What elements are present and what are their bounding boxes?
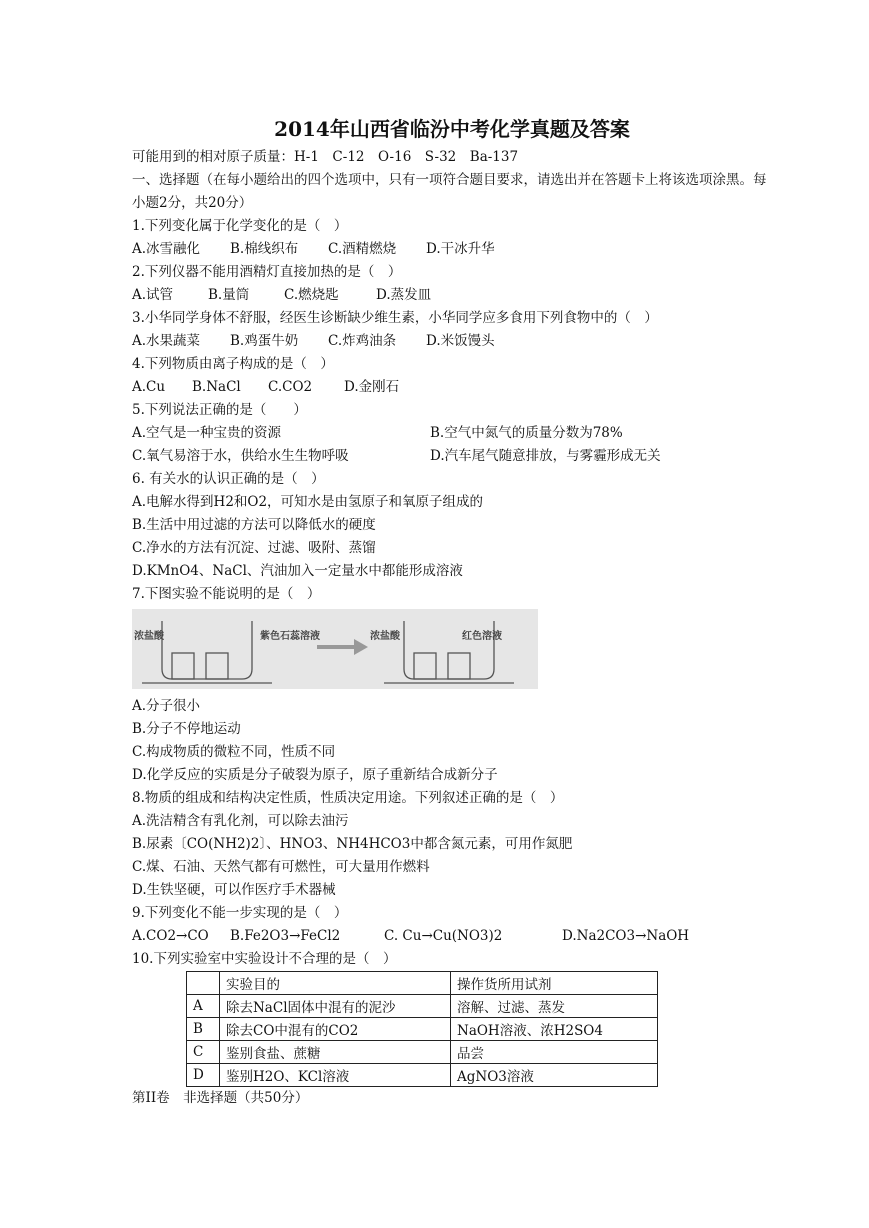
option: B.生活中用过滤的方法可以降低水的硬度 bbox=[132, 517, 376, 533]
page-title: 2014年山西省临汾中考化学真题及答案 bbox=[274, 117, 630, 141]
table-cell: D bbox=[187, 1064, 220, 1087]
question-stem: 3.小华同学身体不舒服，经医生诊断缺少维生素，小华同学应多食用下列食物中的（ ） bbox=[132, 310, 658, 326]
options-row bbox=[132, 284, 772, 307]
table-row bbox=[187, 995, 658, 1018]
option: A.分子很小 bbox=[132, 698, 201, 714]
exam-page bbox=[132, 112, 772, 1110]
table-cell: 除去NaCl固体中混有的泥沙 bbox=[220, 995, 451, 1018]
table-header-row bbox=[187, 972, 658, 995]
option: A.空气是一种宝贵的资源 bbox=[132, 425, 282, 441]
figure-label: 浓盐酸 bbox=[134, 631, 164, 642]
question-stem: 4.下列物质由离子构成的是（ ） bbox=[132, 356, 334, 372]
options-row bbox=[132, 330, 772, 353]
option: B.分子不停地运动 bbox=[132, 721, 241, 737]
table-cell: C bbox=[187, 1041, 220, 1064]
figure-label: 浓盐酸 bbox=[370, 631, 400, 642]
option: A.试管 bbox=[132, 287, 174, 303]
table-cell bbox=[187, 972, 220, 995]
option: A.水果蔬菜 bbox=[132, 333, 201, 349]
option: A.CO2→CO bbox=[132, 928, 209, 944]
option: B.NaCl bbox=[192, 379, 241, 395]
figure-label: 红色溶液 bbox=[462, 631, 502, 642]
option: B.Fe2O3→FeCl2 bbox=[230, 928, 341, 944]
experiment-table bbox=[186, 971, 658, 1087]
option: C.酒精燃烧 bbox=[328, 241, 397, 257]
question-stem: 2.下列仪器不能用酒精灯直接加热的是（ ） bbox=[132, 264, 402, 280]
table-cell: 实验目的 bbox=[220, 972, 451, 995]
table-cell: 品尝 bbox=[451, 1041, 658, 1064]
option: D.生铁坚硬，可以作医疗手术器械 bbox=[132, 882, 336, 898]
experiment-figure bbox=[132, 609, 538, 689]
option: B.鸡蛋牛奶 bbox=[230, 333, 299, 349]
option: A.冰雪融化 bbox=[132, 241, 201, 257]
table-cell: 操作货所用试剂 bbox=[451, 972, 658, 995]
option: C. Cu→Cu(NO3)2 bbox=[384, 928, 503, 944]
option: C.炸鸡油条 bbox=[328, 333, 397, 349]
question-stem: 6. 有关水的认识正确的是（ ） bbox=[132, 471, 325, 487]
options-row bbox=[132, 422, 772, 445]
table-cell: A bbox=[187, 995, 220, 1018]
option: B.量筒 bbox=[208, 287, 250, 303]
table-cell: 溶解、过滤、蒸发 bbox=[451, 995, 658, 1018]
option: C.净水的方法有沉淀、过滤、吸附、蒸馏 bbox=[132, 540, 376, 556]
table-row bbox=[187, 1064, 658, 1087]
option: D.干冰升华 bbox=[426, 241, 495, 257]
section1-intro: 一、选择题（在每小题给出的四个选项中，只有一项符合题目要求，请选出并在答题卡上将该选项涂黑。每小题2分，共20分） bbox=[132, 172, 767, 211]
option: D.KMnO4、NaCl、汽油加入一定量水中都能形成溶液 bbox=[132, 563, 463, 579]
question-stem: 8.物质的组成和结构决定性质，性质决定用途。下列叙述正确的是（ ） bbox=[132, 790, 564, 806]
option: D.汽车尾气随意排放，与雾霾形成无关 bbox=[430, 448, 661, 464]
options-row bbox=[132, 238, 772, 261]
options-row bbox=[132, 445, 772, 468]
beaker-diagram bbox=[132, 609, 538, 689]
figure-label: 紫色石蕊溶液 bbox=[260, 631, 320, 642]
section2-heading: 第II卷 非选择题（共50分） bbox=[132, 1090, 309, 1106]
table-cell: 鉴别食盐、蔗糖 bbox=[220, 1041, 451, 1064]
table-cell: B bbox=[187, 1018, 220, 1041]
option: A.Cu bbox=[132, 379, 166, 395]
option: D.蒸发皿 bbox=[376, 287, 432, 303]
table-cell: 鉴别H2O、KCl溶液 bbox=[220, 1064, 451, 1087]
table-row bbox=[187, 1041, 658, 1064]
option: C.构成物质的微粒不同，性质不同 bbox=[132, 744, 336, 760]
atomic-mass-line: 可能用到的相对原子质量：H-1 C-12 O-16 S-32 Ba-137 bbox=[132, 149, 519, 165]
options-row bbox=[132, 376, 772, 399]
question-stem: 7.下图实验不能说明的是（ ） bbox=[132, 586, 321, 602]
table-cell: AgNO3溶液 bbox=[451, 1064, 658, 1087]
option: C.氧气易溶于水，供给水生生物呼吸 bbox=[132, 448, 349, 464]
table-cell: 除去CO中混有的CO2 bbox=[220, 1018, 451, 1041]
question-stem: 1.下列变化属于化学变化的是（ ） bbox=[132, 218, 348, 234]
option: B.棉线织布 bbox=[230, 241, 299, 257]
option: B.空气中氮气的质量分数为78% bbox=[430, 425, 623, 441]
option: C.煤、石油、天然气都有可燃性，可大量用作燃料 bbox=[132, 859, 430, 875]
option: A.洗洁精含有乳化剂，可以除去油污 bbox=[132, 813, 349, 829]
option: C.CO2 bbox=[268, 379, 313, 395]
option: C.燃烧匙 bbox=[284, 287, 339, 303]
question-stem: 9.下列变化不能一步实现的是（ ） bbox=[132, 905, 348, 921]
option: D.金刚石 bbox=[344, 379, 400, 395]
option: D.化学反应的实质是分子破裂为原子，原子重新结合成新分子 bbox=[132, 767, 498, 783]
option: A.电解水得到H2和O2，可知水是由氢原子和氧原子组成的 bbox=[132, 494, 484, 510]
options-row bbox=[132, 925, 772, 948]
option: D.米饭馒头 bbox=[426, 333, 495, 349]
option: B.尿素〔CO(NH2)2〕、HNO3、NH4HCO3中都含氮元素，可用作氮肥 bbox=[132, 836, 573, 852]
option: D.Na2CO3→NaOH bbox=[562, 928, 690, 944]
question-stem: 5.下列说法正确的是（ ） bbox=[132, 402, 307, 418]
question-stem: 10.下列实验室中实验设计不合理的是（ ） bbox=[132, 951, 397, 967]
table-cell: NaOH溶液、浓H2SO4 bbox=[451, 1018, 658, 1041]
table-row bbox=[187, 1018, 658, 1041]
